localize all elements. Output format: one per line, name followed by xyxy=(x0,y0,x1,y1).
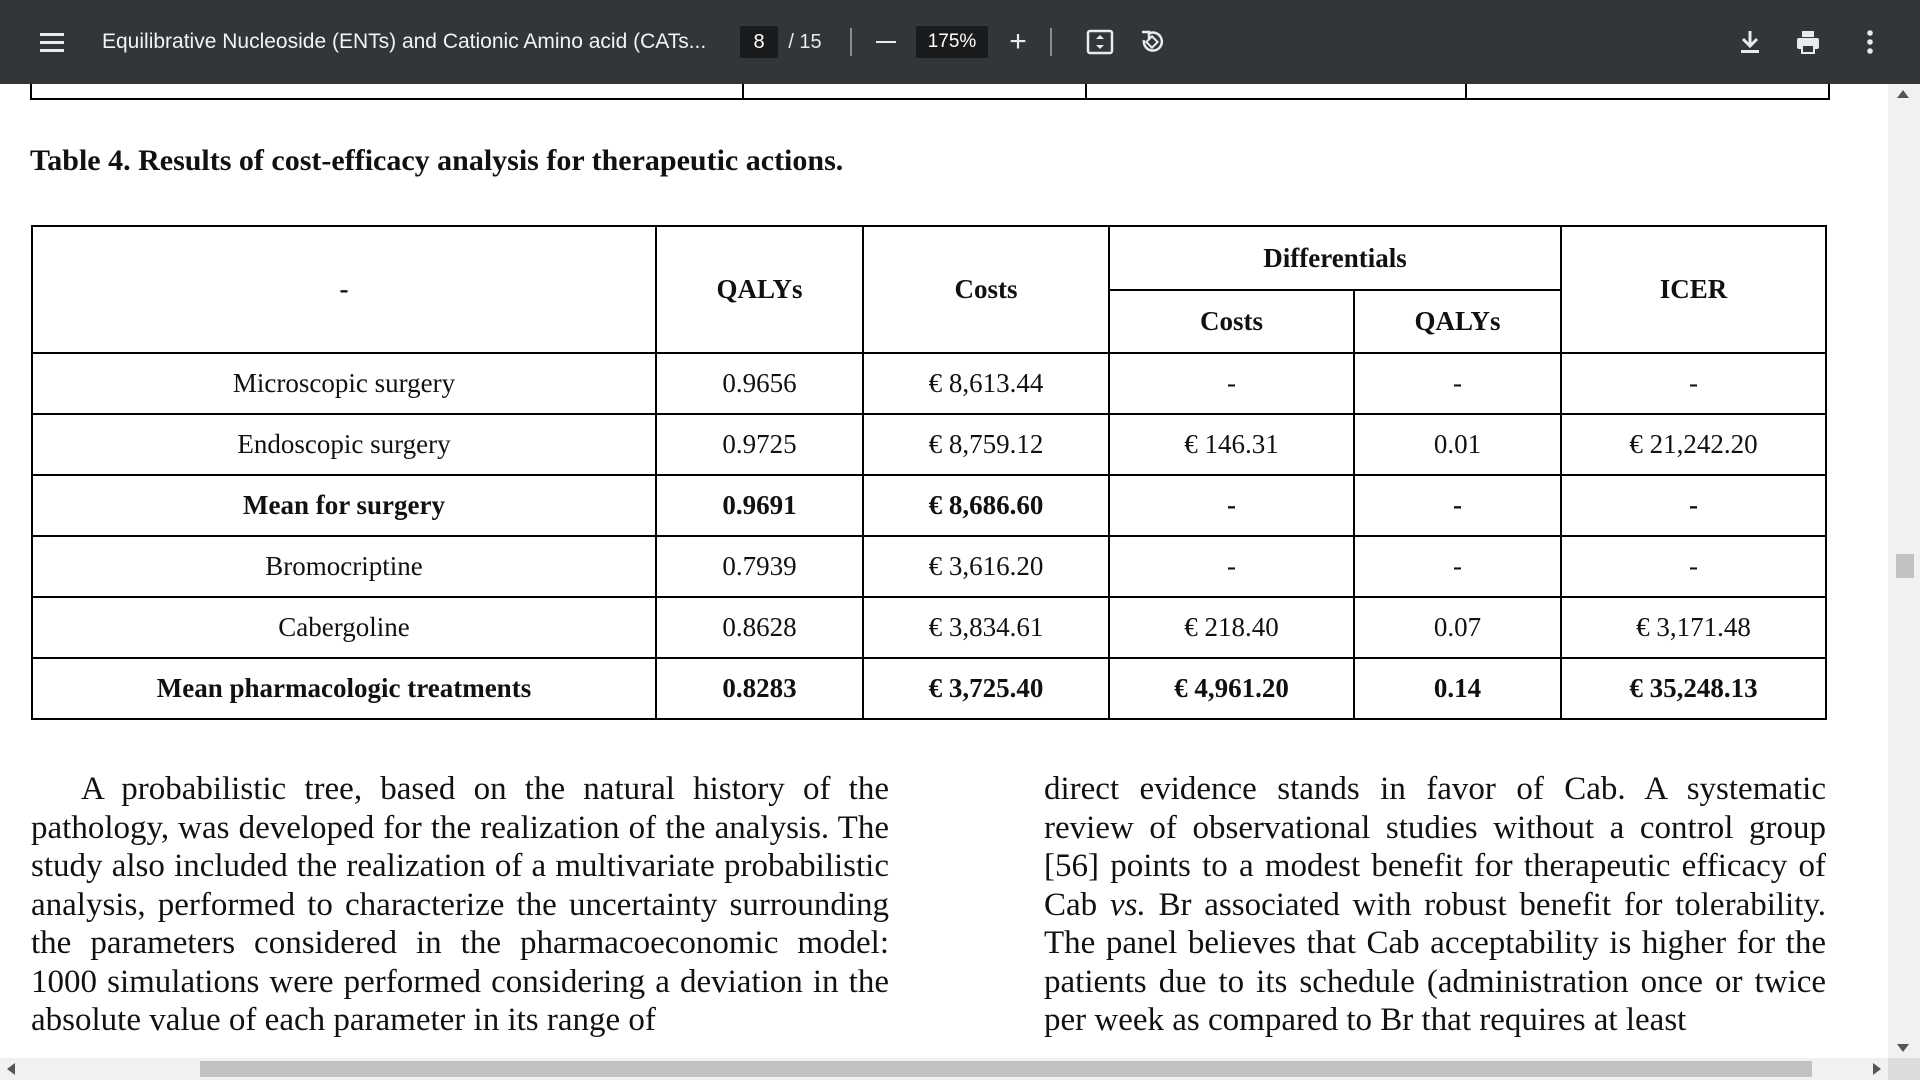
table-row xyxy=(32,475,1826,536)
row-label: Mean for surgery xyxy=(32,475,656,536)
horizontal-scroll-thumb[interactable] xyxy=(200,1061,1812,1077)
body-text-segment: Br associated with robust benefit for tolerability. The panel believes that Cab acceptability is higher for the patients due to its schedule (administration once or twice per week as compared to Br that requires at least xyxy=(1044,886,1826,1038)
cell-qalys: 0.8628 xyxy=(656,597,863,658)
cell-diff-qalys: - xyxy=(1354,353,1561,414)
scrollbar-corner xyxy=(1888,1058,1920,1080)
row-label: Mean pharmacologic treatments xyxy=(32,658,656,719)
vertical-scroll-thumb[interactable] xyxy=(1896,554,1914,578)
cell-diff-costs: - xyxy=(1109,475,1354,536)
body-text-left-column: A probabilistic tree, based on the natural history of the pathology, was developed for the realization of the analysis. The study also included the realization of a multivariate probabilistic analysis, performed to characterize the uncertainty surrounding the parameters considered in the pharmacoeconomic model: 1000 simulations were performed considering a deviation in the absolute value of each parameter in its range of xyxy=(31,771,889,1038)
cell-costs: € 3,725.40 xyxy=(863,658,1109,719)
pdf-page xyxy=(0,84,1888,1058)
zoom-in-button[interactable] xyxy=(1000,22,1036,62)
row-label: Bromocriptine xyxy=(32,536,656,597)
cell-icer: € 21,242.20 xyxy=(1561,414,1826,475)
pdf-toolbar xyxy=(0,0,1920,84)
cell-diff-qalys: 0.01 xyxy=(1354,414,1561,475)
cell-icer: € 35,248.13 xyxy=(1561,658,1826,719)
download-icon xyxy=(1737,28,1763,56)
vertical-scrollbar[interactable] xyxy=(1888,84,1920,1058)
results-table xyxy=(31,225,1827,720)
document-title: Equilibrative Nucleoside (ENTs) and Cationic Amino acid (CATs... xyxy=(102,30,707,53)
scroll-right-arrow-icon[interactable] xyxy=(1873,1063,1881,1075)
row-label: Cabergoline xyxy=(32,597,656,658)
table-row xyxy=(32,414,1826,475)
toolbar-divider xyxy=(850,28,852,56)
row-label: Endoscopic surgery xyxy=(32,414,656,475)
cell-qalys: 0.9691 xyxy=(656,475,863,536)
fit-to-page-button[interactable] xyxy=(1080,22,1120,62)
header-costs: Costs xyxy=(863,226,1109,353)
cell-costs: € 3,616.20 xyxy=(863,536,1109,597)
zoom-out-button[interactable] xyxy=(868,22,904,62)
table-row xyxy=(32,353,1826,414)
cell-qalys: 0.9725 xyxy=(656,414,863,475)
scroll-down-arrow-icon[interactable] xyxy=(1897,1044,1909,1052)
hamburger-menu-icon xyxy=(40,41,64,44)
cell-icer: - xyxy=(1561,536,1826,597)
cell-icer: - xyxy=(1561,475,1826,536)
previous-table-edge xyxy=(30,84,1830,100)
header-blank: - xyxy=(32,226,656,353)
page-number-input[interactable]: 8 xyxy=(740,26,778,58)
row-label: Microscopic surgery xyxy=(32,353,656,414)
header-diff-qalys: QALYs xyxy=(1354,290,1561,353)
scroll-left-arrow-icon[interactable] xyxy=(7,1063,15,1075)
cell-costs: € 8,759.12 xyxy=(863,414,1109,475)
cell-diff-costs: - xyxy=(1109,353,1354,414)
plus-icon: + xyxy=(1009,25,1027,58)
table-row xyxy=(32,658,1826,719)
cell-qalys: 0.9656 xyxy=(656,353,863,414)
header-diff-costs: Costs xyxy=(1109,290,1354,353)
table-row xyxy=(32,536,1826,597)
fit-to-page-icon xyxy=(1086,28,1114,56)
header-differentials: Differentials xyxy=(1109,226,1561,290)
cell-diff-costs: - xyxy=(1109,536,1354,597)
cell-costs: € 8,686.60 xyxy=(863,475,1109,536)
toolbar-divider xyxy=(1050,28,1052,56)
rotate-icon xyxy=(1138,28,1166,56)
more-vert-icon xyxy=(1866,29,1874,55)
cell-qalys: 0.8283 xyxy=(656,658,863,719)
download-button[interactable] xyxy=(1730,22,1770,62)
body-text-segment: direct evidence stands in favor of Cab. A systematic review of observational studies without a control group [56] points to a modest benefit for therapeutic efficacy of Cab xyxy=(1044,771,1826,923)
page-total: / 15 xyxy=(788,30,822,53)
cell-costs: € 8,613.44 xyxy=(863,353,1109,414)
body-text-italic: vs. xyxy=(1109,886,1146,923)
minus-icon xyxy=(876,41,896,43)
horizontal-scrollbar[interactable] xyxy=(0,1058,1888,1080)
cell-icer: - xyxy=(1561,353,1826,414)
cell-diff-qalys: 0.07 xyxy=(1354,597,1561,658)
table-row xyxy=(32,597,1826,658)
scroll-up-arrow-icon[interactable] xyxy=(1897,90,1909,98)
rotate-button[interactable] xyxy=(1132,22,1172,62)
cell-diff-qalys: - xyxy=(1354,536,1561,597)
cell-diff-costs: € 218.40 xyxy=(1109,597,1354,658)
cell-icer: € 3,171.48 xyxy=(1561,597,1826,658)
cell-qalys: 0.7939 xyxy=(656,536,863,597)
cell-diff-qalys: - xyxy=(1354,475,1561,536)
body-text-right-column xyxy=(1044,770,1826,1040)
cell-diff-costs: € 4,961.20 xyxy=(1109,658,1354,719)
zoom-level-input[interactable]: 175% xyxy=(916,26,988,58)
table-caption: Table 4. Results of cost-efficacy analysis for therapeutic actions. xyxy=(30,144,844,177)
print-icon xyxy=(1794,28,1822,56)
cell-diff-costs: € 146.31 xyxy=(1109,414,1354,475)
print-button[interactable] xyxy=(1788,22,1828,62)
menu-button[interactable] xyxy=(32,22,72,62)
cell-costs: € 3,834.61 xyxy=(863,597,1109,658)
header-qalys: QALYs xyxy=(656,226,863,353)
more-options-button[interactable] xyxy=(1850,22,1890,62)
header-icer: ICER xyxy=(1561,226,1826,353)
cell-diff-qalys: 0.14 xyxy=(1354,658,1561,719)
